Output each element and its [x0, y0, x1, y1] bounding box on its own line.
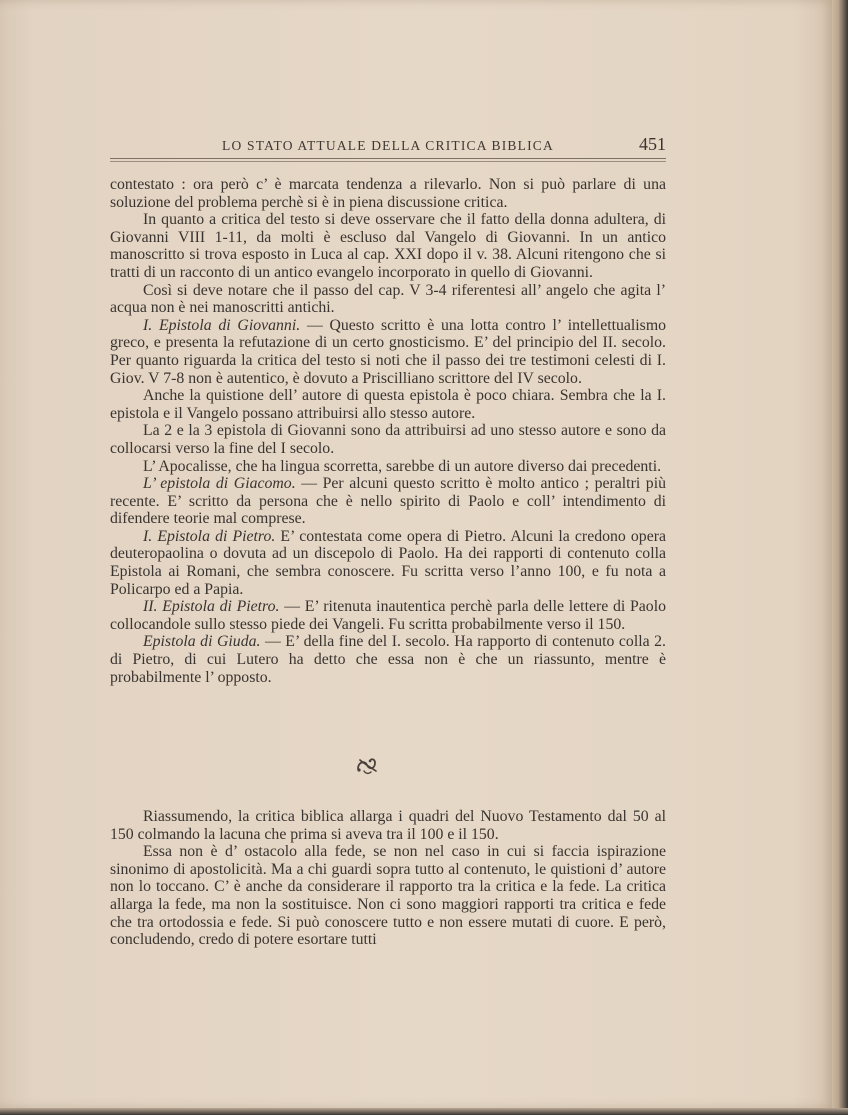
paragraph-text: — E’ della fine del I. secolo. Ha rapporto di contenuto colla 2. di Pietro, di cui Lutero ha detto che essa non è che un riassunto, mentre è probabilmente l’ opposto.: [110, 633, 666, 686]
paragraph: [110, 387, 666, 422]
paragraph: [110, 282, 666, 317]
header-rule-thin: [110, 161, 666, 162]
section-heading: L’ epistola di Giacomo.: [143, 475, 296, 493]
body-text-bottom: [110, 808, 666, 949]
paragraph-text: La 2 e la 3 epistola di Giovanni sono da attribuirsi ad uno stesso autore e sono da collocarsi verso la fine del I secolo.: [110, 422, 666, 457]
paragraph-text: L’ Apocalisse, che ha lingua scorretta, sarebbe di un autore diverso dai precedenti.: [143, 457, 662, 475]
paragraph-text: Riassumendo, la critica biblica allarga i quadri del Nuovo Testamento dal 50 al 150 colmando la lacuna che prima si aveva tra il 100 e il 150.: [110, 808, 666, 843]
page-edge: [832, 0, 848, 1115]
fleuron-icon: [354, 754, 380, 776]
body-text-top: [110, 176, 666, 686]
paragraph-text: Così si deve notare che il passo del cap. V 3-4 riferentesi all’ angelo che agita l’ acqua non è nei manoscritti antichi.: [110, 281, 666, 317]
paragraph: [110, 458, 666, 476]
paragraph: [110, 475, 666, 528]
paragraph-text: — E’ ritenuta inautentica perchè parla delle lettere di Paolo collocandole sullo stesso piede dei Vangeli. Fu scritta probabilmente verso il 150.: [110, 598, 666, 633]
paragraph-text: In quanto a critica del testo si deve osservare che il fatto della donna adultera, di Giovanni VIII 1-11, da molti è escluso dal Vangelo di Giovanni. In un antico manoscritto si trova esposto in Luca al cap. XXI dopo il v. 38. Alcuni ritengono che si tratti di un racconto di un antico evangelo incorporato in quello di Giovanni.: [110, 211, 666, 281]
paragraph-text: — Questo scritto è una lotta contro l’ intellettualismo greco, e presenta la refutazione di un certo gnosticismo. E’ del principio del II. secolo. Per quanto riguarda la critica del testo si noti che il passo dei tre testimoni celesti di I. Giov. V 7-8 non è autentico, è dovuto a Priscilliano scrittore del IV secolo.: [110, 316, 667, 387]
section-heading: I. Epistola di Pietro.: [143, 527, 276, 545]
running-head: [110, 134, 666, 158]
page-number: 451: [639, 134, 666, 154]
paragraph: [110, 176, 666, 211]
paragraph-text: E’ contestata come opera di Pietro. Alcuni la credono opera deuteropaolina o dovuta ad un discepolo di Paolo. Ha dei rapporti di contenuto colla Epistola ai Romani, che sembra conoscere. Fu scritta verso l’anno 100, e fu nota a Policarpo ed a Papia.: [110, 527, 666, 598]
paragraph-text: Essa non è d’ ostacolo alla fede, se non nel caso in cui si faccia ispirazione sinonimo di apostolicità. Ma a chi guardi sopra tutto al contenuto, le quistioni d’ autore non lo toccano. C’ è anche da considerare il rapporto tra la critica e la fede. La critica allarga la fede, ma non la sostituisce. Non ci sono maggiori rapporti tra critica e fede che tra ortodossia e fede. Si può conoscere tutto e non essere mutati di cuore. E però, concludendo, credo di potere esortare tutti: [110, 843, 666, 949]
section-heading: Epistola di Giuda.: [143, 633, 261, 651]
paragraph-text: contestato : ora però c’ è marcata tendenza a rilevarlo. Non si può parlare di una soluzione del problema perchè si è in piena discussione critica.: [110, 176, 666, 211]
header-rule: [110, 158, 666, 159]
paragraph: [110, 422, 666, 457]
paragraph: [110, 843, 666, 949]
paragraph: [110, 211, 666, 281]
paragraph: [110, 633, 666, 686]
paragraph: [110, 528, 666, 598]
paragraph: [110, 317, 666, 387]
page-bottom-edge: [0, 1108, 848, 1115]
paragraph-text: Anche la quistione dell’ autore di questa epistola è poco chiara. Sembra che la I. epistola e il Vangelo possano attribuirsi allo stesso autore.: [110, 387, 666, 422]
section-heading: II. Epistola di Pietro.: [143, 598, 280, 616]
paragraph: [110, 598, 666, 633]
section-heading: I. Epistola di Giovanni.: [143, 316, 301, 334]
paragraph-text: — Per alcuni questo scritto è molto antico ; peraltri più recente. E’ scritto da persona che è nello spirito di Paolo e coll’ intendimento di difendere teorie mal comprese.: [110, 475, 666, 528]
running-title: LO STATO ATTUALE DELLA CRITICA BIBLICA: [222, 138, 554, 153]
paragraph: [110, 808, 666, 843]
